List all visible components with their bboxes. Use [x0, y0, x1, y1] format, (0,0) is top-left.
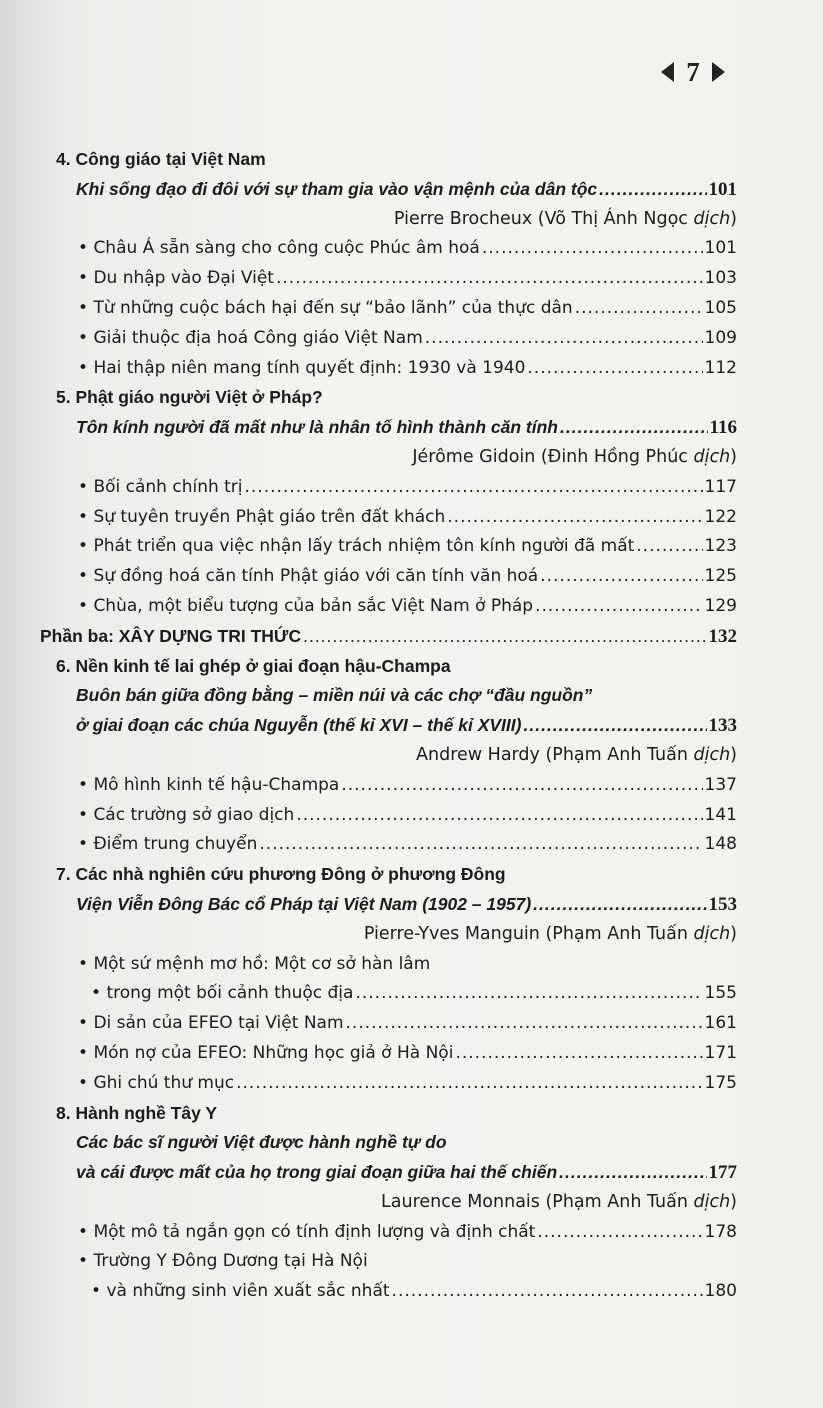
dot-leader	[341, 771, 702, 801]
page-ref: 178	[704, 1221, 737, 1242]
page-ref: 153	[708, 893, 737, 915]
translator-note: dịch	[693, 923, 731, 944]
page-ref: 109	[704, 327, 737, 348]
chapter-subtitle	[0, 413, 823, 443]
dot-leader	[559, 1158, 706, 1188]
chapter-heading: 4. Công giáo tại Việt Nam	[56, 149, 266, 169]
dot-leader	[276, 264, 703, 294]
dot-leader	[535, 592, 702, 622]
previous-page-arrow-icon	[661, 62, 674, 82]
chapter-subtitle	[0, 1158, 823, 1188]
dot-leader	[455, 1039, 702, 1069]
page-ref: 112	[704, 357, 737, 378]
section-item-text: • Một sứ mệnh mơ hồ: Một cơ sở hàn lâm	[78, 950, 430, 980]
page-ref: 116	[709, 417, 737, 439]
section-item	[0, 1009, 823, 1039]
section-item	[0, 473, 823, 503]
section-item-text: • Bối cảnh chính trị	[78, 473, 243, 503]
page-ref: 129	[704, 595, 737, 616]
chapter-subtitle-text: Khi sống đạo đi đôi với sự tham gia vào vận mệnh của dân tộc	[76, 178, 598, 199]
section-item	[0, 1218, 823, 1248]
section-item-text: • Hai thập niên mang tính quyết định: 1930 và 1940	[78, 354, 525, 384]
section-item-text: • Châu Á sẵn sàng cho công cuộc Phúc âm hoá	[78, 234, 480, 264]
dot-leader	[346, 1009, 703, 1039]
section-item-text: • Điểm trung chuyển	[78, 830, 257, 860]
page-ref: 155	[704, 983, 737, 1004]
page-ref: 180	[704, 1281, 737, 1302]
dot-leader	[533, 890, 706, 920]
section-item	[0, 771, 823, 801]
section-item	[0, 234, 823, 264]
page-ref: 177	[708, 1162, 737, 1184]
page-ref: 161	[704, 1013, 737, 1034]
dot-leader	[303, 622, 706, 652]
author-name: Pierre Brocheux (Võ Thị Ánh Ngọc	[393, 208, 694, 229]
section-item-text: • Từ những cuộc bách hại đến sự “bảo lãnh” của thực dân	[78, 294, 573, 324]
author-close: )	[730, 1191, 737, 1212]
page-number	[653, 54, 733, 90]
section-item-text: • Trường Y Đông Dương tại Hà Nội	[78, 1247, 368, 1277]
page-ref: 132	[708, 625, 737, 647]
section-item	[0, 1039, 823, 1069]
dot-leader	[447, 503, 702, 533]
dot-leader	[236, 1069, 702, 1099]
section-item	[0, 324, 823, 354]
author-close: )	[730, 208, 737, 229]
dot-leader	[636, 532, 702, 562]
author-name: Laurence Monnais (Phạm Anh Tuấn	[381, 1191, 694, 1212]
author-close: )	[730, 744, 737, 765]
dot-leader	[537, 1218, 702, 1248]
author-name: Jérôme Gidoin (Đinh Hồng Phúc	[412, 446, 694, 467]
chapter-subtitle-text: Tôn kính người đã mất như là nhân tố hình thành căn tính	[76, 417, 558, 438]
chapter-subtitle	[0, 890, 823, 920]
dot-leader	[482, 234, 703, 264]
section-item-text: • Phát triển qua việc nhận lấy trách nhiệm tôn kính người đã mất	[78, 532, 634, 562]
section-item-continued	[0, 1277, 823, 1307]
page-ref: 101	[708, 178, 737, 200]
table-of-contents	[0, 145, 823, 1307]
section-item	[0, 503, 823, 533]
section-item-text: • Sự tuyên truyền Phật giáo trên đất khách	[78, 503, 445, 533]
dot-leader	[540, 562, 702, 592]
page-ref: 133	[708, 715, 737, 737]
page-ref: 122	[704, 506, 737, 527]
author-name: Andrew Hardy (Phạm Anh Tuấn	[416, 744, 694, 765]
chapter-author	[0, 741, 823, 771]
section-item-text: • Ghi chú thư mục	[78, 1069, 234, 1099]
chapter-heading: 6. Nền kinh tế lai ghép ở giai đoạn hậu-Champa	[56, 655, 451, 676]
section-item	[0, 1069, 823, 1099]
page-ref: 175	[704, 1072, 737, 1093]
section-item-text: • Sự đồng hoá căn tính Phật giáo với căn tính văn hoá	[78, 562, 538, 592]
section-item-text: • Di sản của EFEO tại Việt Nam	[78, 1009, 344, 1039]
section-item	[0, 1247, 823, 1277]
chapter-subtitle	[0, 711, 823, 741]
section-item-text: • Chùa, một biểu tượng của bản sắc Việt Nam ở Pháp	[78, 592, 533, 622]
dot-leader	[355, 979, 702, 1009]
page-ref: 125	[704, 566, 737, 587]
section-item-text: • Một mô tả ngắn gọn có tính định lượng và định chất	[78, 1218, 535, 1248]
translator-note: dịch	[693, 1191, 731, 1212]
author-name: Pierre-Yves Manguin (Phạm Anh Tuấn	[363, 923, 694, 944]
page-ref: 137	[704, 774, 737, 795]
page-ref: 105	[704, 297, 737, 318]
section-item-text: • Mô hình kinh tế hậu-Champa	[78, 771, 339, 801]
dot-leader	[259, 830, 702, 860]
chapter-subtitle-text: và cái được mất của họ trong giai đoạn giữa hai thế chiến	[76, 1162, 558, 1183]
section-item	[0, 562, 823, 592]
section-item	[0, 294, 823, 324]
page-ref: 101	[704, 238, 737, 259]
next-page-arrow-icon	[712, 62, 725, 82]
page-ref: 141	[704, 804, 737, 825]
section-item	[0, 830, 823, 860]
translator-note: dịch	[693, 208, 731, 229]
page-ref: 103	[704, 268, 737, 289]
section-item-continued	[0, 979, 823, 1009]
dot-leader	[296, 801, 702, 831]
dot-leader	[425, 324, 703, 354]
chapter-author	[0, 920, 823, 950]
chapter-author	[0, 1188, 823, 1218]
dot-leader	[392, 1277, 703, 1307]
chapter-subtitle-text: ở giai đoạn các chúa Nguyễn (thế kỉ XVI – thế kỉ XVIII)	[76, 715, 522, 736]
section-item-continued-text: • trong một bối cảnh thuộc địa	[91, 979, 353, 1009]
section-item	[0, 592, 823, 622]
chapter-subtitle: Các bác sĩ người Việt được hành nghề tự do	[76, 1132, 447, 1153]
dot-leader	[245, 473, 703, 503]
chapter-author	[0, 443, 823, 473]
author-close: )	[730, 923, 737, 944]
page-ref: 148	[704, 834, 737, 855]
chapter-author	[0, 205, 823, 235]
chapter-heading: 5. Phật giáo người Việt ở Pháp?	[56, 387, 323, 408]
chapter-subtitle	[0, 175, 823, 205]
chapter-heading: 7. Các nhà nghiên cứu phương Đông ở phương Đông	[56, 864, 506, 885]
part-heading	[0, 622, 823, 652]
section-item	[0, 532, 823, 562]
chapter-subtitle-text: Viện Viễn Đông Bác cổ Pháp tại Việt Nam (1902 – 1957)	[76, 893, 532, 914]
page-ref: 171	[704, 1042, 737, 1063]
section-item	[0, 950, 823, 980]
section-item	[0, 801, 823, 831]
section-item-continued-text: • và những sinh viên xuất sắc nhất	[91, 1277, 390, 1307]
page-ref: 123	[704, 536, 737, 557]
translator-note: dịch	[693, 744, 731, 765]
dot-leader	[523, 711, 706, 741]
translator-note: dịch	[693, 446, 731, 467]
page-ref: 117	[704, 476, 737, 497]
section-item-text: • Du nhập vào Đại Việt	[78, 264, 274, 294]
dot-leader	[575, 294, 703, 324]
dot-leader	[527, 354, 702, 384]
section-item-text: • Các trường sở giao dịch	[78, 801, 294, 831]
section-item	[0, 264, 823, 294]
chapter-subtitle: Buôn bán giữa đồng bằng – miền núi và các chợ “đầu nguồn”	[76, 685, 593, 706]
author-close: )	[730, 446, 737, 467]
page-number-text: 7	[686, 56, 700, 87]
section-item-text: • Món nợ của EFEO: Những học giả ở Hà Nội	[78, 1039, 453, 1069]
section-item-text: • Giải thuộc địa hoá Công giáo Việt Nam	[78, 324, 423, 354]
dot-leader	[599, 175, 706, 205]
section-item	[0, 354, 823, 384]
part-heading-text: Phần ba: XÂY DỰNG TRI THỨC	[40, 625, 302, 646]
chapter-heading: 8. Hành nghề Tây Y	[56, 1102, 218, 1123]
dot-leader	[560, 413, 708, 443]
